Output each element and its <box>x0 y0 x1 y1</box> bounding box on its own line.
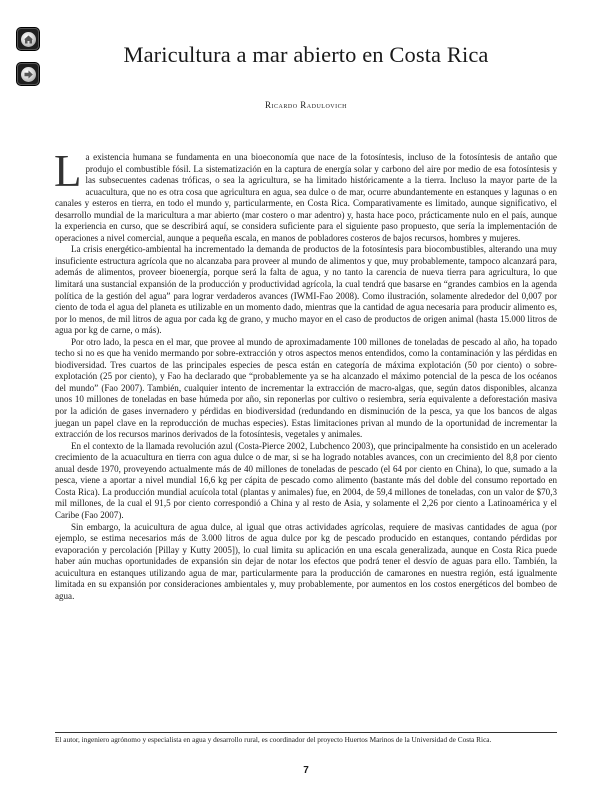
article-title: Maricultura a mar abierto en Costa Rica <box>123 42 489 67</box>
paragraph-text: a existencia humana se fundamenta en una bioeconomía que nace de la fotosíntesis, incluso de la fotosíntesis de antaño que produjo el combustible fósil. La sistematización en la captura de energía solar y carbono del aire por medio de esa fotosíntesis y las subsecuentes cadenas tróficas, o sea la agricultura, se ha limitado históricamente a la tierra. Incluso la mayor parte de la acuacultura, que no es otra cosa que agricultura en agua, sea dulce o de mar, ocurre abundantemente en estanques y lagunas o en canales y esteros en tierra, en todo el mundo y, particularmente, en Costa Rica. Comparativamente es limitado, aunque significativo, el desarrollo mundial de la maricultura a mar abierto (mar costero o mar adentro) y, hasta hace poco, prácticamente nulo en el país, aunque la experiencia en curso, que se describirá aquí, se considera suficiente para el siguiente paso propuesto, que sería la implementación de operaciones a nivel comercial, aunque a pequeña escala, en manos de pobladores costeros de bajos recursos, hombres y mujeres. <box>55 152 557 243</box>
footnote: El autor, ingeniero agrónomo y especialista en agua y desarrollo rural, es coordinador del proyecto Huertos Marinos de la Universidad de Costa Rica. <box>55 735 492 744</box>
page-number: 7 <box>303 765 309 776</box>
paragraph <box>54 146 557 244</box>
paragraph: Por otro lado, la pesca en el mar, que provee al mundo de aproximadamente 100 millones de toneladas de pescado al año, ha topado techo si no es que ha venido mermando por sobre-extracción y otros aspectos menos entendidos, como la contaminación y las pérdidas en biodiversidad. Tres cuartos de las principales especies de pesca están en categoría de máxima explotación (50 por ciento) o sobre-explotación (25 por ciento), y Fao ha declarado que “probablemente ya se ha alcanzado el máximo potencial de la pesca de los océanos del mundo” (Fao 2007). También, cualquier intento de incrementar la extracción de macro-algas, que, según datos disponibles, alcanza unos 10 millones de toneladas en base húmeda por año, sin reponerlas por cultivo o resiembra, sería equivalente a deforestación masiva por la adición de gases invernadero y pérdidas en biodiversidad (redundando en disminución de la pesca, ya que los bancos de algas juegan un papel clave en la reproducción de muchas especies). Estas limitaciones privan al mundo de la oportunidad de incrementar la extracción de los recursos marinos derivados de la fotosíntesis, vegetales y animales. <box>55 336 557 440</box>
next-arrow-icon <box>21 67 36 82</box>
paragraph: Sin embargo, la acuicultura de agua dulce, al igual que otras actividades agrícolas, requiere de masivas cantidades de agua (por ejemplo, se estima necesarios más de 3.000 litros de agua dulce por kg de pescado producido en estanques, contando pérdidas por evaporación y percolación [Pillay y Kutty 2005]), lo cual limita su aplicación en una escala generalizada, aunque en Costa Rica puede haber aún muchas oportunidades de expansión sin dejar de notar los efectos que podrá tener el desvío de aguas para ello. También, la acuicultura en estanques utilizando agua de mar, particularmente para la producción de camarones en nuestra región, está igualmente limitada en su expansión por consideraciones ambientales y, muy probablemente, por aumentos en los costos energéticos del bombeo de agua. <box>55 521 557 601</box>
article-body <box>54 146 557 602</box>
drop-cap: L <box>54 146 82 196</box>
paragraph: La crisis energético-ambiental ha incrementado la demanda de productos de la fotosíntesis para biocombustibles, alterando una muy insuficiente estructura agrícola que no alcanzaba para proveer al mundo de alimentos y que, muy probablemente, tampoco alcanzará para, además de alimentos, proveer bioenergía, porque será la falta de agua, y no tanto la carencia de nueva tierra para agricultura, lo que limitará una sustancial expansión de la producción y productividad agrícola, la cual tendrá que basarse en “grandes cambios en la agenda política de la gestión del agua” para lograr verdaderos avances (IWMI-Fao 2008). Como ilustración, solamente alrededor del 0,007 por ciento de toda el agua del planeta es utilizable en un momento dado, mientras que la cantidad de agua necesaria para producir alimento es, por lo menos, de mil litros de agua por cada kg de grano, y mucho mayor en el caso de productos de origen animal (hasta 15.000 litros de agua por kg de carne, o más). <box>55 244 557 336</box>
footnote-divider <box>55 732 557 733</box>
article-author: Ricardo Radulovich <box>265 100 347 110</box>
paragraph: En el contexto de la llamada revolución azul (Costa-Pierce 2002, Lubchenco 2003), que principalmente ha consistido en un acelerado crecimiento de la acuacultura en tierra con agua dulce o de mar, si se ha logrado notables avances, con un crecimiento del 8,8 por ciento anual desde 1970, proveyendo actualmente más de 40 millones de toneladas de pescado (el 64 por ciento en China), lo que, sumado a la pesca, viene a aportar a nivel mundial 16,6 kg per cápita de pescado como alimento (bastante más del doble del consumo reportado en Costa Rica). La producción mundial acuícola total (plantas y animales) fue, en 2004, de 59,4 millones de toneladas, con un valor de $70,3 mil millones, de la cual el 91,5 por ciento correspondió a China y al resto de Asia, y solamente el 2,26 por ciento a Latinoamérica y el Caribe (Fao 2007). <box>55 440 557 520</box>
